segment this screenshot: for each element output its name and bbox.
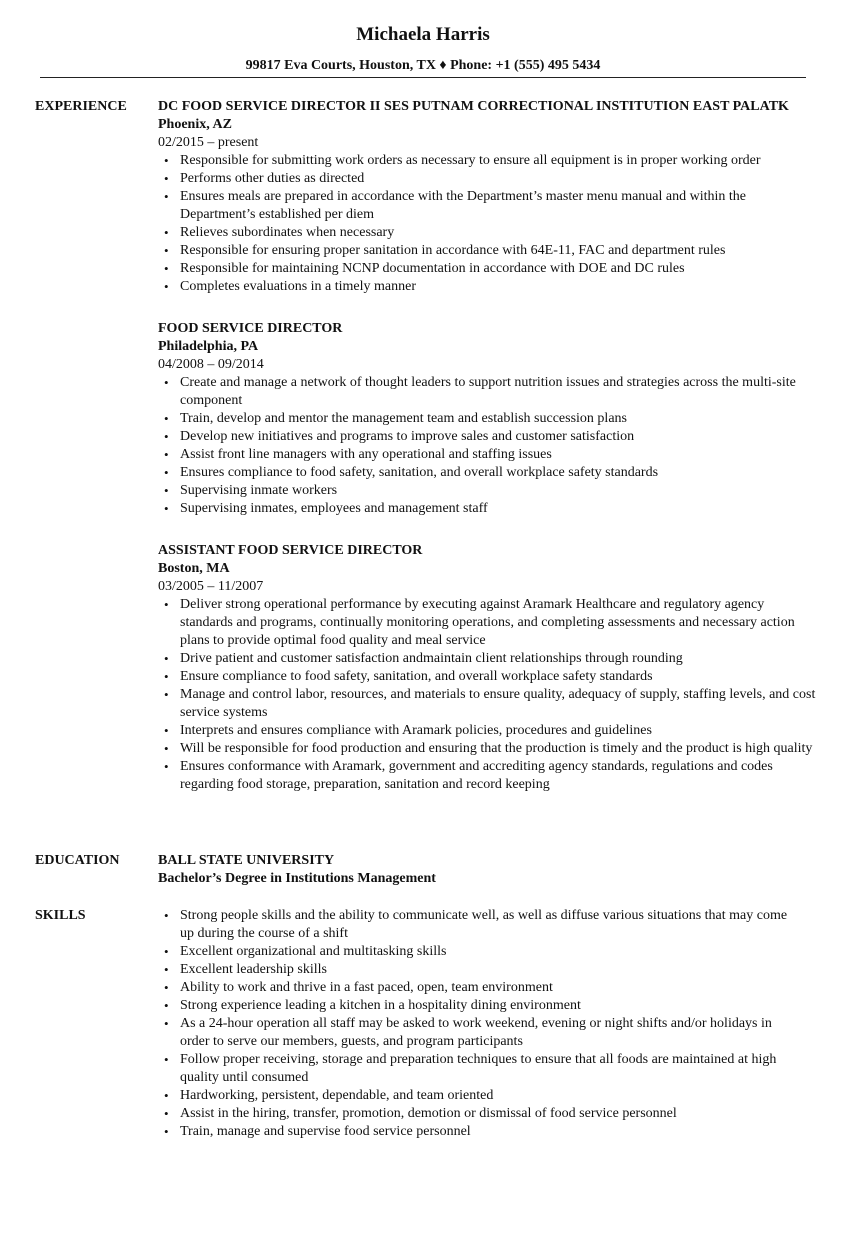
section-label-skills: SKILLS bbox=[35, 908, 86, 923]
school-name: BALL STATE UNIVERSITY bbox=[158, 853, 335, 868]
job-dates: 04/2008 – 09/2014 bbox=[158, 357, 264, 372]
list-item: • Interprets and ensures compliance with Aramark policies, procedures and guidelines bbox=[158, 722, 818, 740]
job-location: Phoenix, AZ bbox=[158, 117, 232, 132]
job-dates: 03/2005 – 11/2007 bbox=[158, 579, 264, 594]
job-entry bbox=[158, 320, 798, 518]
contact-line: 99817 Eva Courts, Houston, TX ♦ Phone: +1 (555) 495 5434 bbox=[245, 58, 601, 73]
list-item: • As a 24-hour operation all staff may be asked to work weekend, evening or night shifts and/or holidays in order to serve our members, guests, and program participants bbox=[158, 1015, 798, 1051]
list-item: • Ensure compliance to food safety, sanitation, and overall workplace safety standards bbox=[158, 668, 818, 686]
list-item: • Relieves subordinates when necessary bbox=[158, 224, 798, 242]
list-item: • Will be responsible for food production and ensuring that the production is timely and the product is high quality bbox=[158, 740, 818, 758]
list-item: • Develop new initiatives and programs to improve sales and customer satisfaction bbox=[158, 428, 798, 446]
list-item: • Strong experience leading a kitchen in a hospitality dining environment bbox=[158, 997, 798, 1015]
list-item: • Supervising inmates, employees and management staff bbox=[158, 500, 798, 518]
job-duties bbox=[158, 152, 798, 296]
list-item: • Ability to work and thrive in a fast paced, open, team environment bbox=[158, 979, 798, 997]
resume-name: Michaela Harris bbox=[356, 24, 490, 45]
list-item: • Manage and control labor, resources, and materials to ensure quality, adequacy of supply, staffing levels, and cost service systems bbox=[158, 686, 818, 722]
job-entry bbox=[158, 542, 818, 794]
list-item: • Excellent leadership skills bbox=[158, 961, 798, 979]
list-item: • Strong people skills and the ability to communicate well, as well as diffuse various situations that may come up during the course of a shift bbox=[158, 907, 798, 943]
list-item: • Hardworking, persistent, dependable, and team oriented bbox=[158, 1087, 798, 1105]
header-divider bbox=[40, 77, 806, 78]
skills-list bbox=[158, 907, 798, 1141]
job-location: Boston, MA bbox=[158, 561, 230, 576]
list-item: • Train, develop and mentor the management team and establish succession plans bbox=[158, 410, 798, 428]
list-item: • Responsible for ensuring proper sanitation in accordance with 64E-11, FAC and department rules bbox=[158, 242, 798, 260]
list-item: • Assist front line managers with any operational and staffing issues bbox=[158, 446, 798, 464]
section-label-education: EDUCATION bbox=[35, 853, 120, 868]
list-item: • Deliver strong operational performance by executing against Aramark Healthcare and regulatory agency standards and programs, continually monitoring operations, and completing assessments and necessary action plans to provide optimal food quality and meal service bbox=[158, 596, 800, 650]
list-item: • Assist in the hiring, transfer, promotion, demotion or dismissal of food service personnel bbox=[158, 1105, 798, 1123]
education-body bbox=[158, 852, 818, 888]
list-item: • Excellent organizational and multitasking skills bbox=[158, 943, 798, 961]
list-item: • Ensures compliance to food safety, sanitation, and overall workplace safety standards bbox=[158, 464, 798, 482]
section-label-experience: EXPERIENCE bbox=[35, 99, 127, 114]
list-item: • Train, manage and supervise food service personnel bbox=[158, 1123, 798, 1141]
list-item: • Responsible for submitting work orders as necessary to ensure all equipment is in proper working order bbox=[158, 152, 798, 170]
list-item: • Drive patient and customer satisfaction andmaintain client relationships through rounding bbox=[158, 650, 818, 668]
job-title: DC FOOD SERVICE DIRECTOR II SES PUTNAM CORRECTIONAL INSTITUTION EAST PALATK bbox=[158, 99, 789, 114]
job-duties bbox=[158, 596, 818, 794]
list-item: • Responsible for maintaining NCNP documentation in accordance with DOE and DC rules bbox=[158, 260, 798, 278]
skills-body bbox=[158, 907, 798, 1141]
list-item: • Create and manage a network of thought leaders to support nutrition issues and strategies across the multi-site component bbox=[158, 374, 798, 410]
job-dates: 02/2015 – present bbox=[158, 135, 259, 150]
list-item: • Completes evaluations in a timely manner bbox=[158, 278, 798, 296]
list-item: • Performs other duties as directed bbox=[158, 170, 798, 188]
job-title: ASSISTANT FOOD SERVICE DIRECTOR bbox=[158, 543, 423, 558]
list-item: • Supervising inmate workers bbox=[158, 482, 798, 500]
job-entry bbox=[158, 98, 798, 296]
degree: Bachelor’s Degree in Institutions Management bbox=[158, 871, 436, 886]
list-item: • Follow proper receiving, storage and preparation techniques to ensure that all foods are maintained at high quality until consumed bbox=[158, 1051, 798, 1087]
list-item: • Ensures conformance with Aramark, government and accrediting agency standards, regulations and codes regarding food storage, preparation, sanitation and record keeping bbox=[158, 758, 818, 794]
experience-body bbox=[158, 98, 818, 818]
list-item: • Ensures meals are prepared in accordance with the Department’s master menu manual and within the Department’s established per diem bbox=[158, 188, 798, 224]
job-title: FOOD SERVICE DIRECTOR bbox=[158, 321, 343, 336]
job-duties bbox=[158, 374, 798, 518]
job-location: Philadelphia, PA bbox=[158, 339, 259, 354]
